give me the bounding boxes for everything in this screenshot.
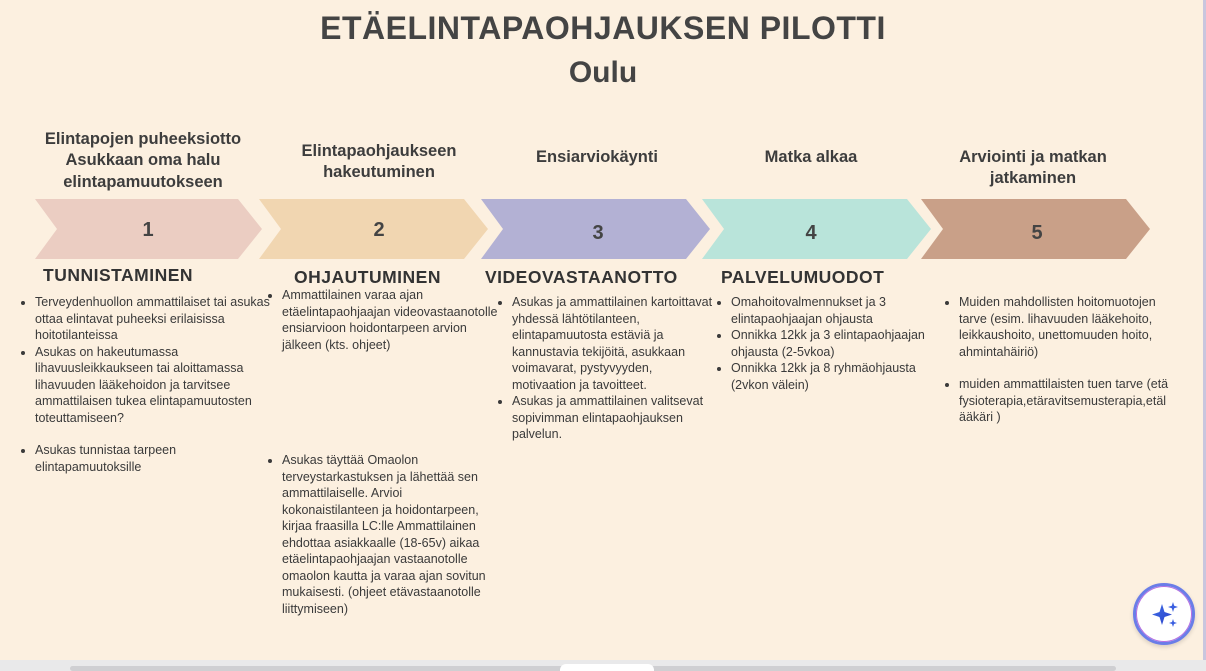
stage-2-name: OHJAUTUMINEN <box>294 267 441 287</box>
stage-1-name: TUNNISTAMINEN <box>43 265 194 285</box>
stage-2-header: Elintapaohjaukseen hakeutuminen <box>301 142 457 182</box>
page-title: ETÄELINTAPAOHJAUKSEN PILOTTI <box>320 10 886 46</box>
stage-5-header: Arviointi ja matkan jatkaminen <box>959 148 1107 188</box>
stage-2-bullet-2: • Asukas täyttää Omaolon terveystarkastuksen ja lähettää sen ammattilaiselle. Arvioi kokonaistilanteen ja hoidontarpeen, kirjaa fraasilla LC:lle Ammattilainen ehdottaa asiakkaalle (18-65v) aikaa etäelintapaohjaajan vastaanotolle omaolon kautta ja varaa ajan sovitun mukaisesti. (ohjeet etävastaanotolle liittymiseen) <box>282 452 500 617</box>
stage-2-bullet-1: • Ammattilainen varaa ajan etäelintapaohjaajan videovastaanotolle ensiarvioon hoidontarpeen arvion jälkeen (kts. ohjeet) <box>282 287 500 353</box>
chevron-5-number: 5 <box>1031 222 1043 244</box>
stage-3-header: Ensiarviokäynti <box>536 148 658 166</box>
stage-5-bullet-2: • muiden ammattilaisten tuen tarve (etäfysioterapia,etäravitsemusterapia,etälääkäri ) <box>959 376 1169 426</box>
stage-2-bullets-a <box>268 287 500 353</box>
chevron-1-number: 1 <box>142 219 154 241</box>
stage-3-name: VIDEOVASTAANOTTO <box>485 267 678 287</box>
chevron-3-number: 3 <box>592 222 604 244</box>
list-spacer <box>35 426 273 442</box>
ai-assistant-button[interactable] <box>1133 583 1195 645</box>
stage-1-bullets <box>21 294 273 475</box>
stage-1-header-line-1: Elintapojen puheeksiotto <box>44 130 242 148</box>
sparkle-icon <box>1149 599 1181 631</box>
stage-1-header <box>28 129 258 193</box>
stage-1-bullet-2: • Asukas on hakeutumassa lihavuusleikkaukseen tai aloittamassa lihavuuden lääkehoidon ja tarvitsee ammattilaisen tukea elintapamuutosten toteuttamiseen? <box>35 344 273 427</box>
stage-4-header: Matka alkaa <box>764 148 858 166</box>
stage-4-bullet-2: • Onnikka 12kk ja 3 elintapaohjaajan ohjausta (2-5vkoa) <box>731 327 935 360</box>
stage-1-bullet-1: • Terveydenhuollon ammattilaiset tai asukas ottaa elintavat puheeksi erilaisissa hoitotilanteissa <box>35 294 273 344</box>
stage-3-bullet-1: • Asukas ja ammattilainen kartoittavat yhdessä lähtötilanteen, elintapamuutosta estäviä ja kannustavia tekijöitä, asukkaan voimavarat, pystyvyyden, motivaation ja tavoitteet. <box>512 294 718 393</box>
stage-1-bullet-3: • Asukas tunnistaa tarpeen elintapamuutoksille <box>35 442 273 475</box>
chevron-4-number: 4 <box>805 222 817 244</box>
stage-5-bullet-1: • Muiden mahdollisten hoitomuotojen tarve (esim. lihavuuden lääkehoito, leikkaushoito, unettomuuden hoito, ahmintahäiriö) <box>959 294 1169 360</box>
list-spacer <box>959 360 1169 376</box>
stage-5-bullets <box>945 294 1169 426</box>
stage-2-bullets-b <box>268 452 500 617</box>
stage-4-name: PALVELUMUODOT <box>721 267 885 287</box>
scroll-handle[interactable] <box>560 664 654 671</box>
stage-3-bullet-2: • Asukas ja ammattilainen valitsevat sopivimman elintapaohjauksen palvelun. <box>512 393 718 443</box>
process-arrows <box>0 198 1206 260</box>
stage-3-bullets <box>498 294 718 443</box>
chevron-2-number: 2 <box>373 219 385 241</box>
page-subtitle: Oulu <box>568 56 638 89</box>
stage-4-bullets <box>717 294 935 393</box>
stage-1-header-line-2: Asukkaan oma halu elintapamuutokseen <box>63 151 223 191</box>
stage-4-bullet-1: • Omahoitovalmennukset ja 3 elintapaohjaajan ohjausta <box>731 294 935 327</box>
stage-4-bullet-3: • Onnikka 12kk ja 8 ryhmäohjausta (2vkon välein) <box>731 360 935 393</box>
